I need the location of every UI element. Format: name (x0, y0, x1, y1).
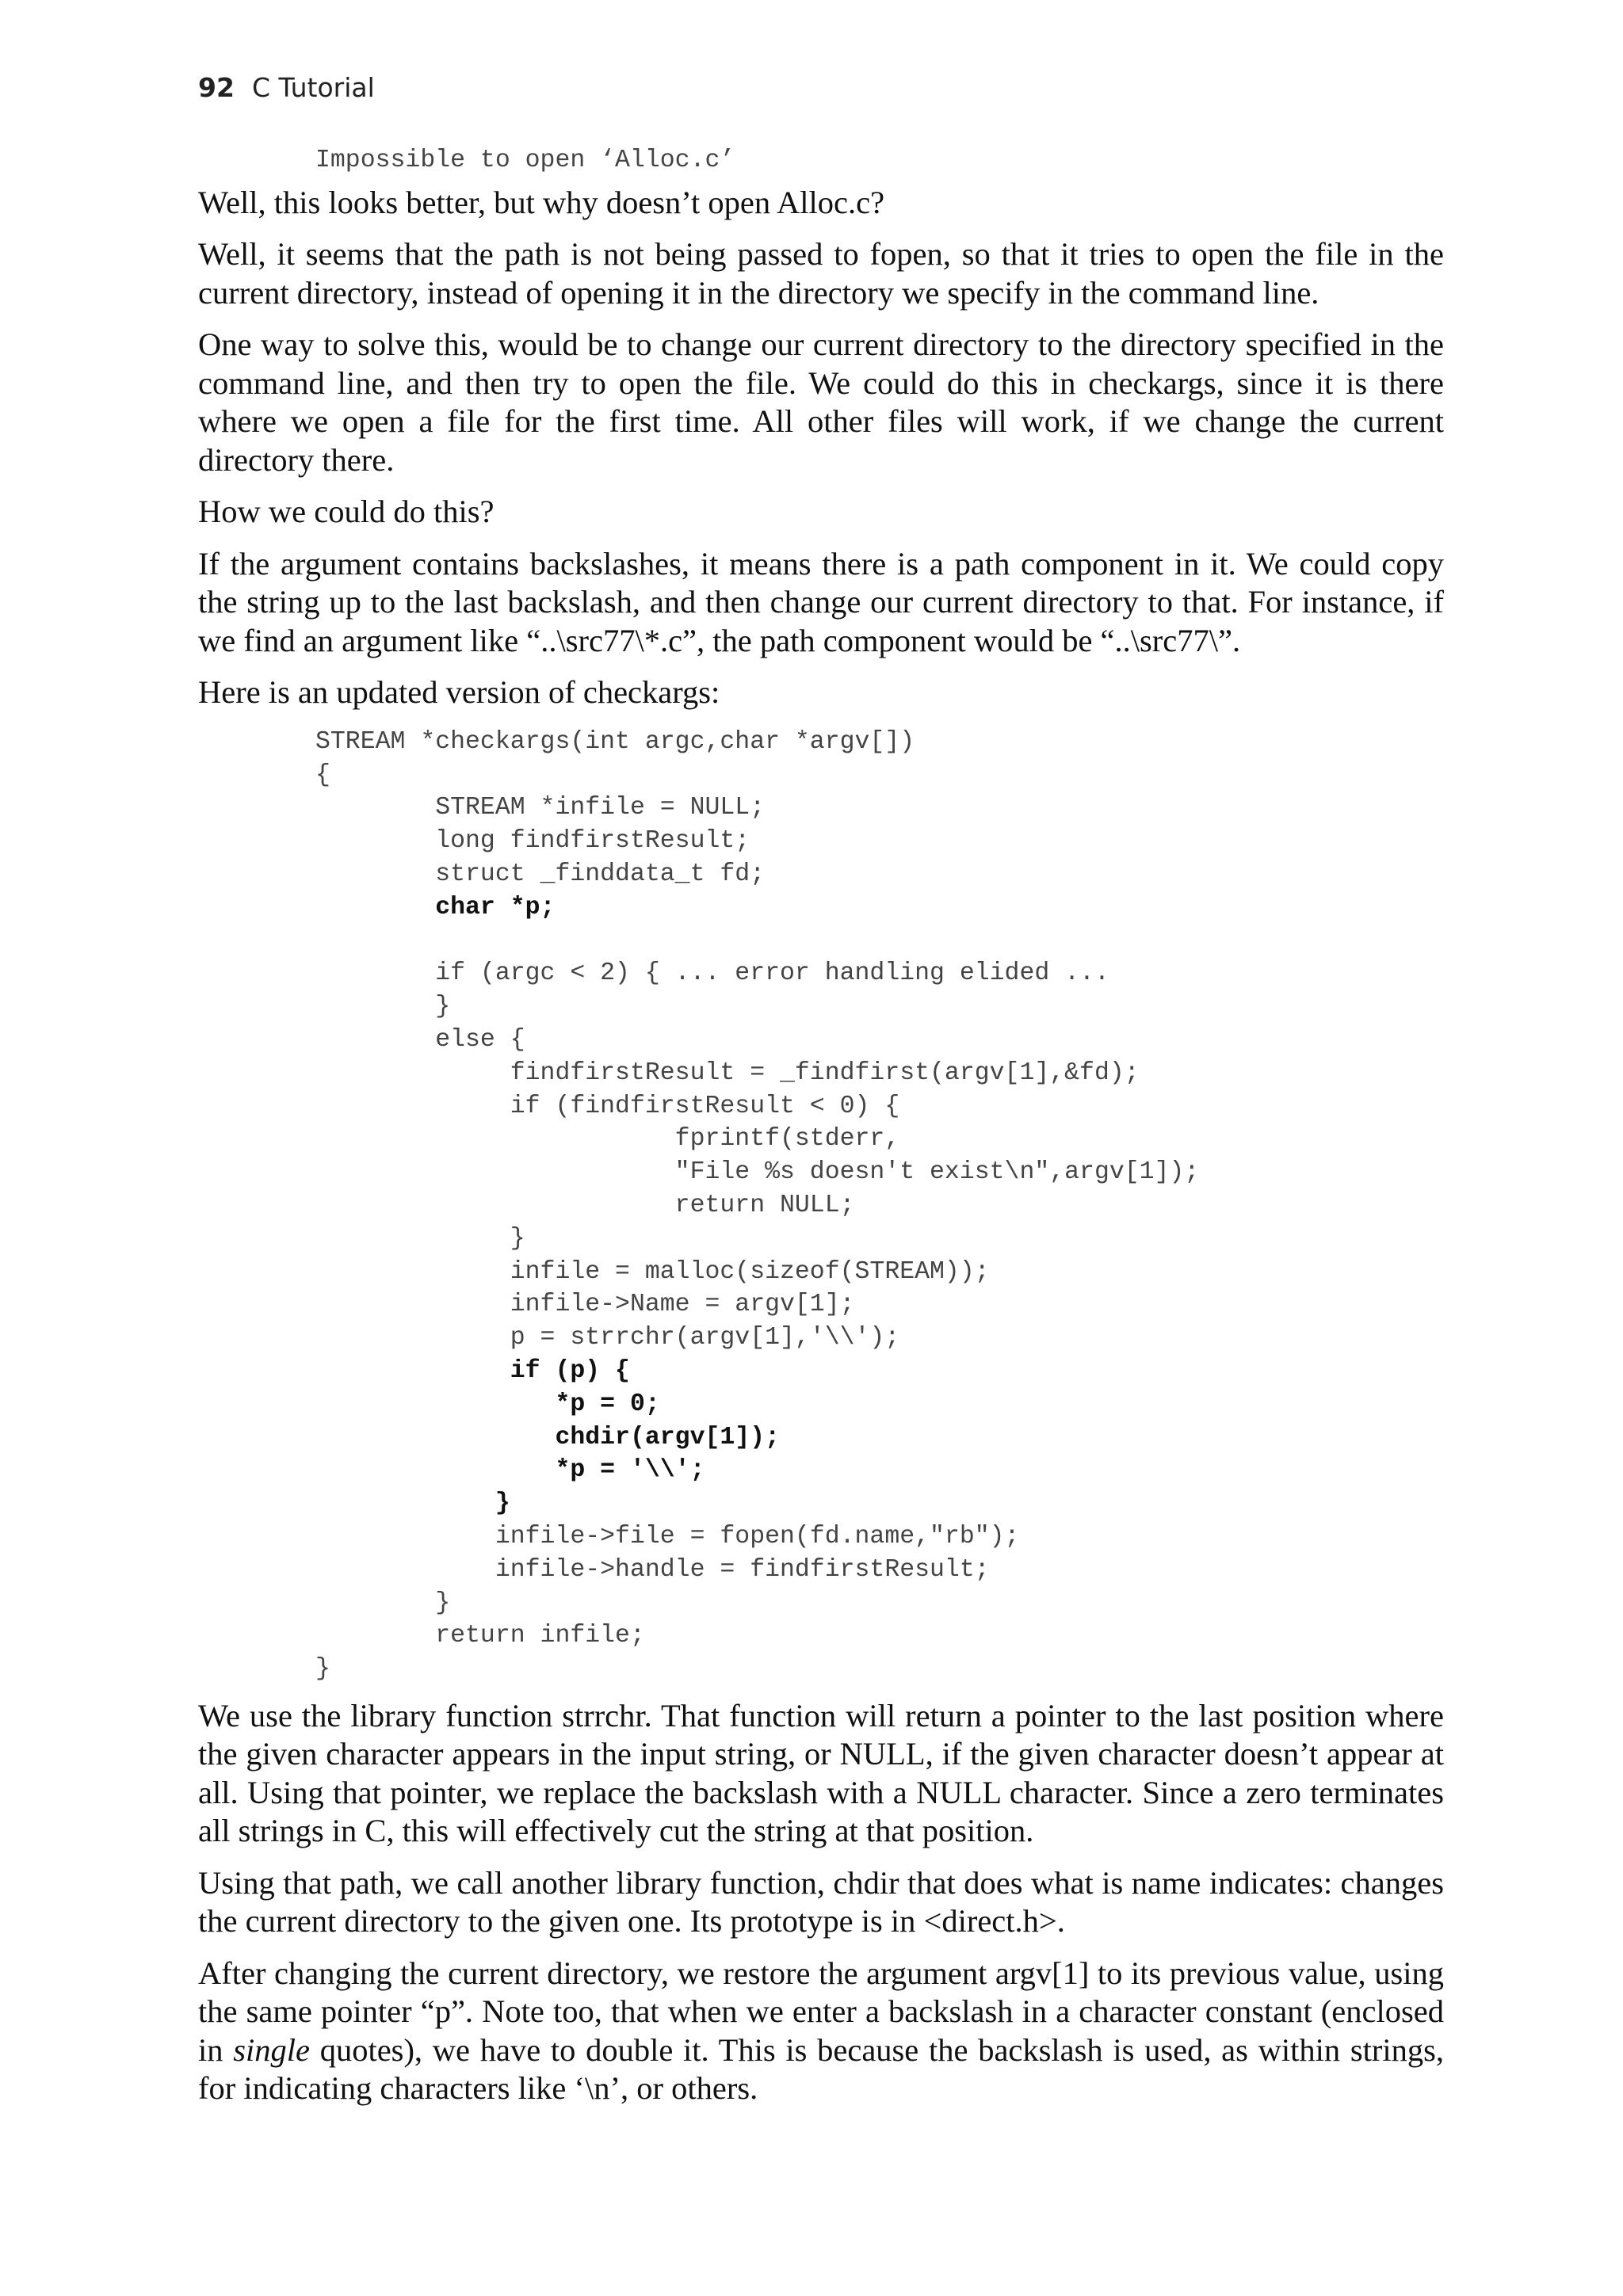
code-line: return infile; (315, 1622, 645, 1650)
code-line-highlighted: *p = 0; (315, 1390, 660, 1418)
code-line: STREAM *checkargs(int argc,char *argv[]) (315, 727, 915, 756)
code-line: else { (315, 1025, 525, 1054)
code-line: findfirstResult = _findfirst(argv[1],&fd); (315, 1058, 1140, 1087)
code-line-highlighted: if (p) { (315, 1356, 630, 1385)
code-line: } (315, 1224, 525, 1253)
paragraph-text: quotes), we have to double it. This is because the backslash is used, as within strings, for indicating characters like ‘\n’, or others. (198, 2031, 1444, 2107)
code-line: infile->handle = findfirstResult; (315, 1555, 990, 1584)
paragraph: We use the library function strrchr. That function will return a pointer to the last position where the given character appears in the input string, or NULL, if the given character doesn’t appear at all. Using that pointer, we replace the backslash with a NULL character. Since a zero terminates all strings in C, this will effectively cut the string at that position. (198, 1697, 1444, 1849)
code-line: if (findfirstResult < 0) { (315, 1092, 900, 1120)
code-line: p = strrchr(argv[1],'\\'); (315, 1324, 900, 1352)
paragraph-text: After changing the current directory, we restore the argument argv[1] to its previous value, using the same pointer “p”. Note too, that when we enter a backslash in a character constant (enclosed in (198, 1955, 1444, 2068)
page-number: 92 (198, 72, 235, 103)
paragraph: Well, it seems that the path is not being passed to fopen, so that it tries to open the file in the current directory, instead of opening it in the directory we specify in the command line. (198, 236, 1444, 311)
code-line: fprintf(stderr, (315, 1125, 900, 1154)
code-line: struct _finddata_t fd; (315, 860, 766, 888)
code-line: long findfirstResult; (315, 827, 750, 856)
paragraph (198, 1955, 1444, 2108)
paragraph: Using that path, we call another library function, chdir that does what is name indicates: changes the current directory to the given one. Its prototype is in <direct.h>. (198, 1864, 1444, 1939)
code-line-blank (315, 925, 1444, 958)
output-line: Impossible to open ‘Alloc.c’ (315, 147, 735, 174)
code-line: "File %s doesn't exist\n",argv[1]); (315, 1158, 1200, 1187)
code-line-highlighted: chdir(argv[1]); (315, 1423, 780, 1451)
code-line: return NULL; (315, 1191, 855, 1219)
code-line: { (315, 761, 330, 789)
paragraph: Well, this looks better, but why doesn’t open Alloc.c? (198, 184, 885, 220)
paragraph: One way to solve this, would be to change our current directory to the directory specified in the command line, and then try to open the file. We could do this in checkargs, since it is there where we open a file for the first time. All other files will work, if we change the current directory there. (198, 326, 1444, 478)
code-line: infile = malloc(sizeof(STREAM)); (315, 1257, 990, 1286)
paragraph: How we could do this? (198, 494, 495, 530)
code-line: } (315, 1655, 330, 1684)
code-line: } (315, 993, 451, 1021)
code-line-highlighted: char *p; (315, 893, 556, 921)
code-line-highlighted: } (315, 1489, 510, 1518)
code-line-highlighted: *p = '\\'; (315, 1456, 705, 1485)
page-content (198, 144, 1444, 2122)
code-line: } (315, 1589, 451, 1617)
paragraph: If the argument contains backslashes, it means there is a path component in it. We could copy the string up to the last backslash, and then change our current directory to that. For instance, if we find an argument like “..\src77\*.c”, the path component would be “..\src77\”. (198, 545, 1444, 658)
code-line: infile->Name = argv[1]; (315, 1291, 855, 1319)
paragraph: Here is an updated version of checkargs: (198, 674, 720, 711)
code-line: infile->file = fopen(fd.name,"rb"); (315, 1522, 1020, 1550)
running-title: C Tutorial (251, 72, 375, 103)
code-listing (198, 726, 1444, 1686)
running-header (198, 68, 375, 108)
code-line: if (argc < 2) { ... error handling elided ... (315, 959, 1109, 988)
code-line: STREAM *infile = NULL; (315, 794, 766, 822)
emphasis: single (233, 2031, 310, 2068)
